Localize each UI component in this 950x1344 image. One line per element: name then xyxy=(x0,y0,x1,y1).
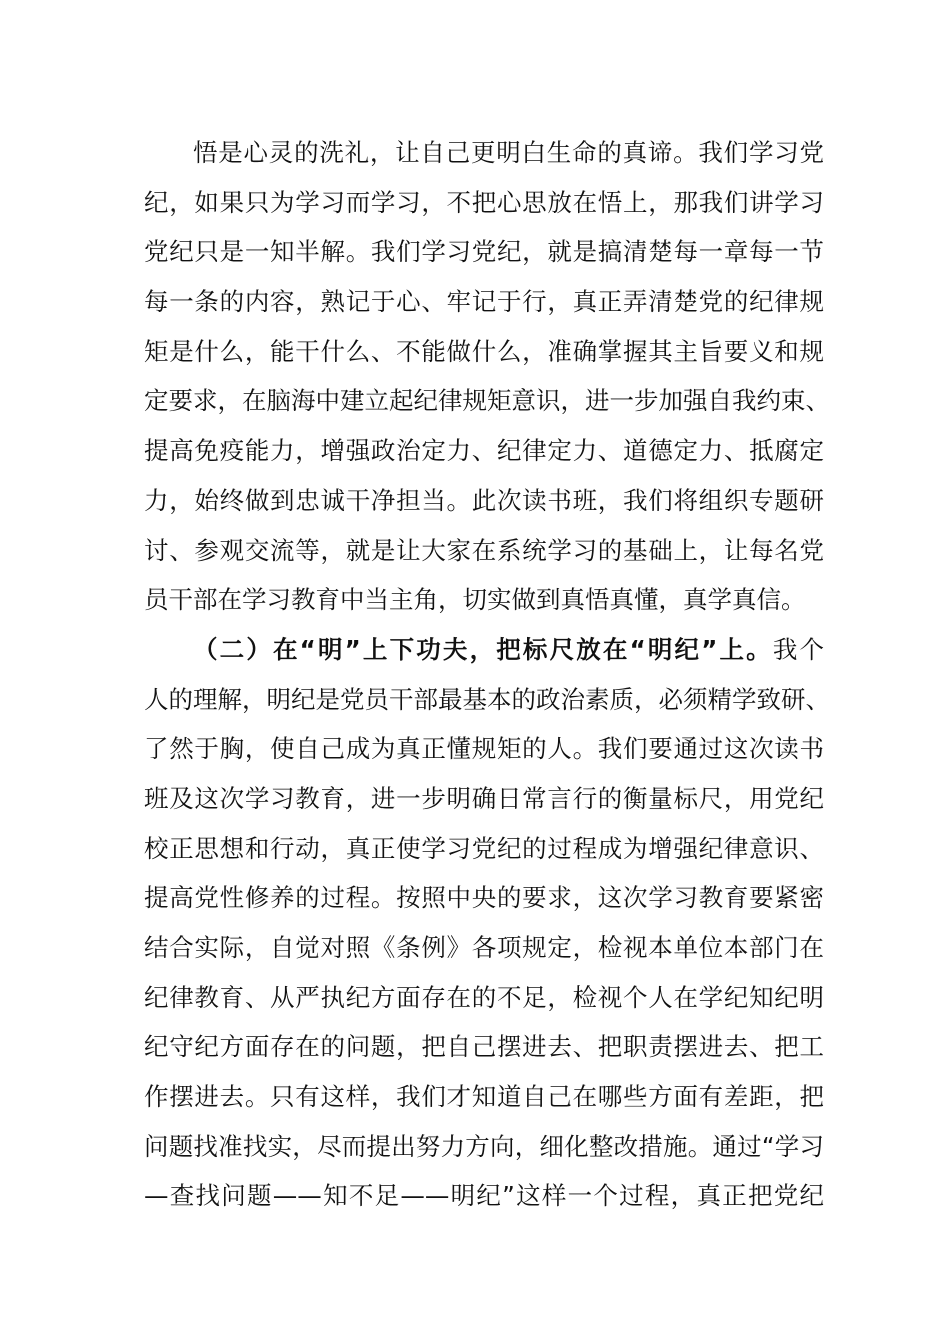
section-heading: （二）在“明”上下功夫，把标尺放在“明纪”上。 xyxy=(193,634,773,664)
text-line: —查找问题——知不足——明纪”这样一个过程，真正把党纪 xyxy=(144,1181,824,1211)
text-line: 提高党性修养的过程。按照中央的要求，这次学习教育要紧密 xyxy=(144,883,824,913)
text-line: 作摆进去。只有这样，我们才知道自己在哪些方面有差距，把 xyxy=(144,1082,824,1112)
text-line: 校正思想和行动，真正使学习党纪的过程成为增强纪律意识、 xyxy=(144,833,824,863)
document-body xyxy=(144,128,830,1221)
text-line: 纪律教育、从严执纪方面存在的不足，检视个人在学纪知纪明 xyxy=(144,982,824,1012)
text-line: 悟是心灵的洗礼，让自己更明白生命的真谛。我们学习党 xyxy=(193,138,824,167)
text-line: 讨、参观交流等，就是让大家在系统学习的基础上，让每名党 xyxy=(144,535,824,565)
text-line: 班及这次学习教育，进一步明确日常言行的衡量标尺，用党纪 xyxy=(144,783,824,813)
text-line: 矩是什么，能干什么、不能做什么，准确掌握其主旨要义和规 xyxy=(144,336,824,366)
text-line: 党纪只是一知半解。我们学习党纪，就是搞清楚每一章每一节 xyxy=(144,237,824,267)
paragraph-1 xyxy=(144,128,830,625)
text-line: 纪，如果只为学习而学习，不把心思放在悟上，那我们讲学习 xyxy=(144,187,824,217)
paragraph-2 xyxy=(144,625,830,1221)
text-line: 问题找准找实，尽而提出努力方向，细化整改措施。通过“学习 xyxy=(144,1131,824,1161)
text-line: 每一条的内容，熟记于心、牢记于行，真正弄清楚党的纪律规 xyxy=(144,287,824,317)
text-line: 了然于胸，使自己成为真正懂规矩的人。我们要通过这次读书 xyxy=(144,734,824,764)
text-line: 力，始终做到忠诚干净担当。此次读书班，我们将组织专题研 xyxy=(144,485,824,515)
text-line: 员干部在学习教育中当主角，切实做到真悟真懂，真学真信。 xyxy=(144,585,806,615)
text-run: 我个 xyxy=(772,634,825,664)
text-line: 纪守纪方面存在的问题，把自己摆进去、把职责摆进去、把工 xyxy=(144,1032,824,1062)
text-line: 提高免疫能力，增强政治定力、纪律定力、道德定力、抵腐定 xyxy=(144,436,824,466)
text-line xyxy=(144,625,824,675)
text-line: 结合实际，自觉对照《条例》各项规定，检视本单位本部门在 xyxy=(144,933,824,962)
text-line: 定要求，在脑海中建立起纪律规矩意识，进一步加强自我约束、 xyxy=(144,386,830,416)
text-line: 人的理解，明纪是党员干部最基本的政治素质，必须精学致研、 xyxy=(144,684,830,714)
